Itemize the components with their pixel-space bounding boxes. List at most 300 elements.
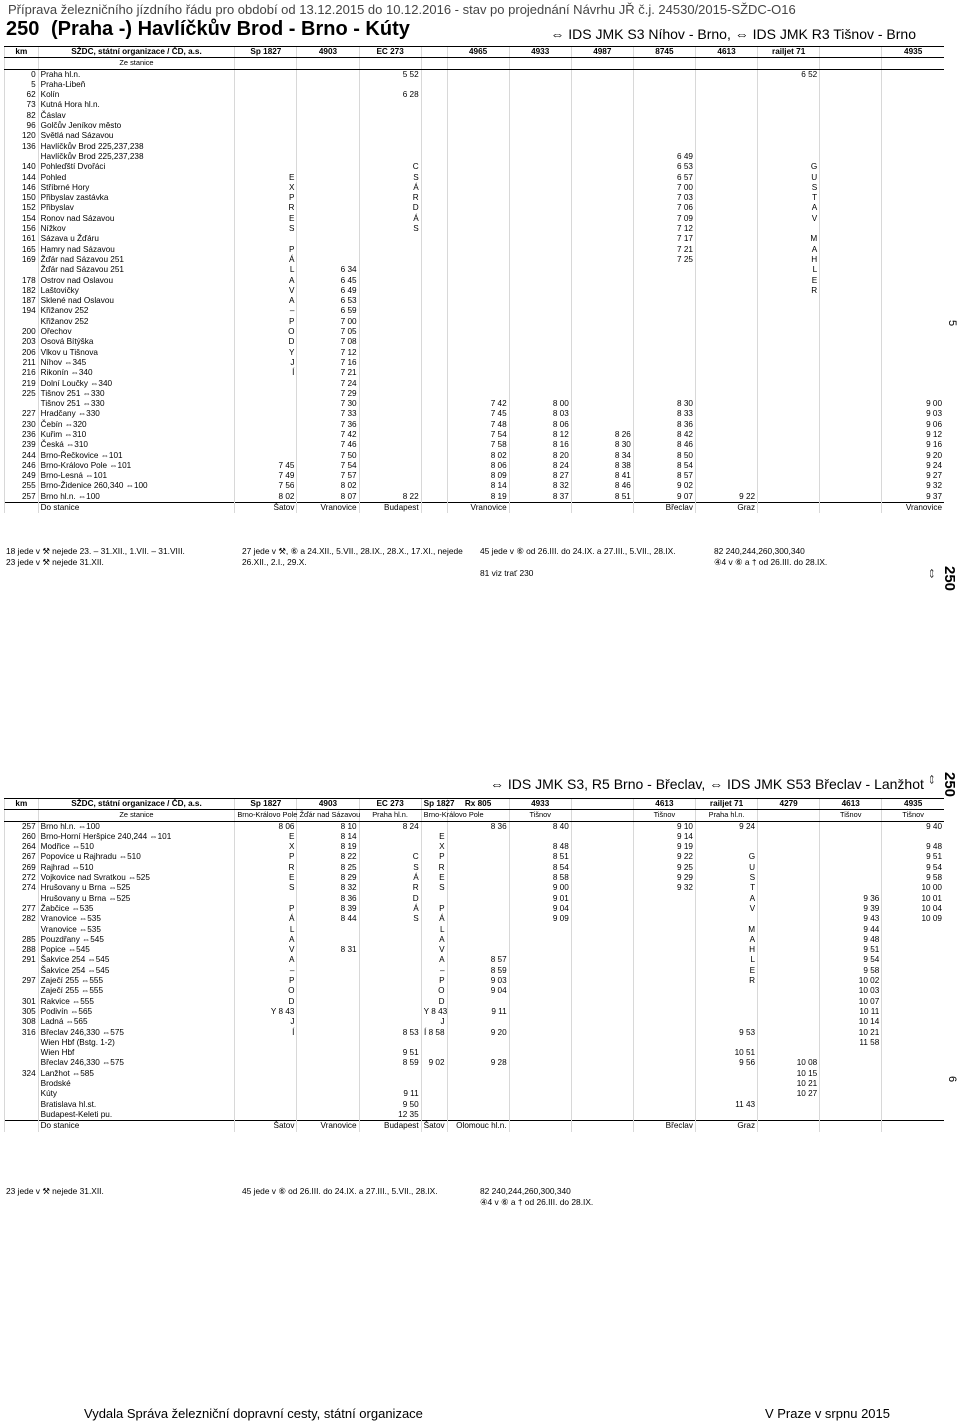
time-cell — [571, 852, 633, 862]
station-cell: Přibyslav — [38, 203, 235, 213]
time-cell — [235, 389, 297, 399]
time-cell — [820, 481, 882, 491]
time-cell — [820, 420, 882, 430]
km-cell: 5 — [5, 80, 39, 90]
time-cell — [297, 58, 359, 69]
time-cell — [882, 368, 944, 378]
time-cell — [509, 986, 571, 996]
table-row — [5, 368, 945, 378]
time-cell: P — [235, 193, 297, 203]
time-cell: A — [695, 894, 757, 904]
time-cell — [509, 90, 571, 100]
time-cell: Olomouc hl.n. — [447, 1121, 509, 1132]
station-cell: Kúty — [38, 1089, 235, 1099]
km-cell: 62 — [5, 90, 39, 100]
time-cell — [820, 379, 882, 389]
time-cell — [633, 100, 695, 110]
time-cell — [509, 224, 571, 234]
time-cell: 9 29 — [633, 873, 695, 883]
time-cell — [633, 358, 695, 368]
time-cell — [509, 131, 571, 141]
time-cell — [235, 399, 297, 409]
time-cell — [633, 80, 695, 90]
time-cell — [820, 1079, 882, 1089]
time-cell — [571, 832, 633, 842]
km-cell: 161 — [5, 234, 39, 244]
time-cell — [695, 245, 757, 255]
time-cell — [235, 1100, 297, 1110]
time-cell: 10 09 — [882, 914, 944, 924]
time-cell — [758, 379, 820, 389]
time-cell: 4965 — [447, 47, 509, 58]
time-cell — [882, 255, 944, 265]
time-cell: Á — [359, 873, 421, 883]
time-cell: 6 53 — [297, 296, 359, 306]
time-cell — [882, 80, 944, 90]
table-row — [5, 234, 945, 244]
time-cell — [509, 121, 571, 131]
time-cell — [882, 173, 944, 183]
time-cell: 7 58 — [447, 440, 509, 450]
time-cell: 9 02 — [421, 1058, 447, 1068]
time-cell — [695, 337, 757, 347]
time-cell — [297, 69, 359, 80]
station-cell: Nížkov — [38, 224, 235, 234]
time-cell: 7 30 — [297, 399, 359, 409]
time-cell — [571, 173, 633, 183]
time-cell: 9 25 — [633, 863, 695, 873]
time-cell — [820, 47, 882, 58]
time-cell — [509, 368, 571, 378]
time-cell: 9 53 — [695, 1028, 757, 1038]
table-row — [5, 935, 945, 945]
ids-note-bottom: ⇔ IDS JMK S3, R5 Brno - Břeclav, ⇔ IDS JMK S53 Břeclav - Lanžhot — [490, 776, 924, 792]
time-cell — [758, 296, 820, 306]
time-cell — [758, 914, 820, 924]
time-cell: 8 32 — [509, 481, 571, 491]
time-cell — [509, 142, 571, 152]
km-cell — [5, 265, 39, 275]
time-cell — [758, 1110, 820, 1121]
time-cell — [447, 276, 509, 286]
time-cell: Á — [235, 914, 297, 924]
time-cell: 8 36 — [633, 420, 695, 430]
time-cell: EC 273 — [359, 47, 421, 58]
time-cell — [633, 348, 695, 358]
station-cell: Čáslav — [38, 111, 235, 121]
time-cell — [509, 925, 571, 935]
time-cell — [509, 1069, 571, 1079]
time-cell: Graz — [695, 503, 757, 514]
time-cell — [882, 1069, 944, 1079]
time-cell: 7 08 — [297, 337, 359, 347]
time-cell: C — [359, 852, 421, 862]
time-cell: 6 53 — [633, 162, 695, 172]
time-cell — [447, 317, 509, 327]
time-cell — [571, 914, 633, 924]
time-cell — [421, 327, 447, 337]
time-cell: 7 21 — [297, 368, 359, 378]
time-cell — [509, 173, 571, 183]
time-cell — [882, 986, 944, 996]
time-cell — [297, 152, 359, 162]
time-cell: 8745 — [633, 47, 695, 58]
time-cell — [571, 358, 633, 368]
time-cell: 9 48 — [820, 935, 882, 945]
time-cell — [235, 131, 297, 141]
time-cell — [633, 327, 695, 337]
time-cell — [820, 296, 882, 306]
table-row — [5, 173, 945, 183]
time-cell — [882, 121, 944, 131]
station-cell: Havlíčkův Brod 225,237,238 — [38, 152, 235, 162]
time-cell — [447, 1048, 509, 1058]
time-cell — [571, 193, 633, 203]
time-cell — [633, 1100, 695, 1110]
time-cell: 9 00 — [509, 883, 571, 893]
time-cell: 9 00 — [882, 399, 944, 409]
timetable-top — [4, 46, 944, 513]
time-cell — [297, 162, 359, 172]
time-cell — [447, 1079, 509, 1089]
to-station-row — [5, 1121, 945, 1132]
km-cell — [5, 58, 39, 69]
time-cell — [633, 976, 695, 986]
time-cell: 10 15 — [758, 1069, 820, 1079]
time-cell — [695, 234, 757, 244]
time-cell — [571, 810, 633, 821]
station-cell: Do stanice — [38, 503, 235, 514]
time-cell — [571, 276, 633, 286]
time-cell — [882, 152, 944, 162]
time-cell — [571, 214, 633, 224]
time-cell — [509, 286, 571, 296]
time-cell: 8 02 — [447, 451, 509, 461]
station-cell: Pohleďští Dvořáci — [38, 162, 235, 172]
time-cell: 9 03 — [882, 409, 944, 419]
time-cell: 8 54 — [509, 863, 571, 873]
time-cell — [447, 945, 509, 955]
time-cell — [235, 430, 297, 440]
time-cell — [297, 245, 359, 255]
time-cell — [447, 327, 509, 337]
time-cell: P — [235, 904, 297, 914]
time-cell — [447, 69, 509, 80]
time-cell: 4935 — [882, 47, 944, 58]
time-cell: 4987 — [571, 47, 633, 58]
station-cell: Modřice ⇔510 — [38, 842, 235, 852]
time-cell — [571, 1069, 633, 1079]
table-row — [5, 863, 945, 873]
table-row — [5, 183, 945, 193]
time-cell — [633, 997, 695, 1007]
time-cell — [820, 255, 882, 265]
time-cell — [695, 193, 757, 203]
time-cell: 8 10 — [297, 821, 359, 832]
time-cell — [820, 883, 882, 893]
time-cell: 9 24 — [882, 461, 944, 471]
time-cell — [421, 1079, 447, 1089]
km-cell: 216 — [5, 368, 39, 378]
time-cell: 12 35 — [359, 1110, 421, 1121]
time-cell: Á — [235, 255, 297, 265]
time-cell: 4613 — [695, 47, 757, 58]
train-header-row — [5, 47, 945, 58]
time-cell — [820, 80, 882, 90]
time-cell — [695, 451, 757, 461]
time-cell: 9 54 — [820, 955, 882, 965]
time-cell: H — [758, 255, 820, 265]
time-cell — [421, 100, 447, 110]
km-cell: 274 — [5, 883, 39, 893]
time-cell — [695, 327, 757, 337]
time-cell — [633, 1017, 695, 1027]
time-cell: 6 52 — [758, 69, 820, 80]
table-row — [5, 317, 945, 327]
time-cell — [571, 409, 633, 419]
time-cell — [297, 121, 359, 131]
time-cell — [882, 1110, 944, 1121]
time-cell: 10 11 — [820, 1007, 882, 1017]
time-cell — [421, 286, 447, 296]
time-cell — [421, 173, 447, 183]
time-cell: Budapest — [359, 503, 421, 514]
time-cell — [758, 440, 820, 450]
time-cell — [421, 276, 447, 286]
time-cell — [421, 399, 447, 409]
station-cell: Hrušovany u Brna ⇔525 — [38, 883, 235, 893]
time-cell — [882, 1100, 944, 1110]
station-cell: Křižanov 252 — [38, 306, 235, 316]
time-cell: Šatov — [421, 1121, 447, 1132]
time-cell: 9 09 — [509, 914, 571, 924]
time-cell — [695, 255, 757, 265]
time-cell: 8 06 — [447, 461, 509, 471]
time-cell — [297, 131, 359, 141]
time-cell: P — [235, 852, 297, 862]
time-cell — [421, 481, 447, 491]
time-cell — [820, 1089, 882, 1099]
time-cell — [509, 111, 571, 121]
time-cell: 6 34 — [297, 265, 359, 275]
time-cell — [882, 925, 944, 935]
time-cell — [633, 90, 695, 100]
time-cell: V — [235, 286, 297, 296]
time-cell — [359, 368, 421, 378]
time-cell: L — [421, 925, 447, 935]
time-cell — [571, 955, 633, 965]
station-cell: Kolín — [38, 90, 235, 100]
table-row — [5, 430, 945, 440]
table-row — [5, 131, 945, 141]
time-cell — [447, 873, 509, 883]
time-cell — [509, 58, 571, 69]
time-cell — [509, 1100, 571, 1110]
time-cell — [758, 976, 820, 986]
time-cell — [359, 58, 421, 69]
time-cell — [695, 471, 757, 481]
time-cell — [758, 451, 820, 461]
km-cell: 269 — [5, 863, 39, 873]
time-cell: 10 07 — [820, 997, 882, 1007]
time-cell: 9 58 — [882, 873, 944, 883]
time-cell: S — [359, 173, 421, 183]
time-cell — [758, 503, 820, 514]
time-cell — [571, 1100, 633, 1110]
time-cell — [758, 111, 820, 121]
time-cell — [421, 152, 447, 162]
time-cell — [359, 945, 421, 955]
time-cell — [571, 337, 633, 347]
time-cell: 8 09 — [447, 471, 509, 481]
time-cell — [359, 80, 421, 90]
time-cell: 9 24 — [695, 821, 757, 832]
time-cell — [695, 420, 757, 430]
time-cell — [695, 80, 757, 90]
time-cell — [882, 1028, 944, 1038]
time-cell: railjet 71 — [695, 799, 757, 810]
time-cell — [633, 1069, 695, 1079]
time-cell: 9 32 — [882, 481, 944, 491]
time-cell — [235, 111, 297, 121]
time-cell: 9 27 — [882, 471, 944, 481]
station-cell: Rajhrad ⇔510 — [38, 863, 235, 873]
time-cell — [758, 842, 820, 852]
time-cell: 9 02 — [633, 481, 695, 491]
km-cell — [5, 1121, 39, 1132]
time-cell: Rx 805 — [447, 799, 509, 810]
time-cell — [758, 430, 820, 440]
table-row — [5, 90, 945, 100]
time-cell — [571, 162, 633, 172]
time-cell — [571, 799, 633, 810]
table-row — [5, 894, 945, 904]
time-cell — [235, 451, 297, 461]
time-cell: 9 06 — [882, 420, 944, 430]
table-row — [5, 986, 945, 996]
time-cell — [695, 986, 757, 996]
time-cell — [758, 863, 820, 873]
time-cell — [633, 317, 695, 327]
time-cell — [571, 389, 633, 399]
time-cell — [882, 214, 944, 224]
time-cell: 9 04 — [447, 986, 509, 996]
time-cell — [571, 935, 633, 945]
time-cell: 9 56 — [695, 1058, 757, 1068]
time-cell: 8 46 — [571, 481, 633, 491]
time-cell: 4933 — [509, 799, 571, 810]
time-cell — [695, 162, 757, 172]
time-cell: 8 00 — [509, 399, 571, 409]
time-cell — [359, 276, 421, 286]
station-cell: Žďár nad Sázavou 251 — [38, 255, 235, 265]
time-cell — [633, 142, 695, 152]
time-cell — [421, 379, 447, 389]
time-cell: 8 22 — [297, 852, 359, 862]
time-cell — [509, 69, 571, 80]
km-cell: 150 — [5, 193, 39, 203]
station-cell: Brno-Řečkovice ⇔101 — [38, 451, 235, 461]
time-cell — [447, 1017, 509, 1027]
time-cell — [509, 1017, 571, 1027]
time-cell: 7 56 — [235, 481, 297, 491]
station-cell: Stříbrné Hory — [38, 183, 235, 193]
station-cell: Bratislava hl.st. — [38, 1100, 235, 1110]
time-cell — [235, 409, 297, 419]
time-cell — [509, 1007, 571, 1017]
time-cell — [571, 1110, 633, 1121]
km-cell — [5, 1100, 39, 1110]
time-cell — [758, 121, 820, 131]
page-title — [6, 18, 410, 41]
table-row — [5, 327, 945, 337]
time-cell — [235, 1110, 297, 1121]
time-cell — [509, 389, 571, 399]
time-cell — [571, 100, 633, 110]
table-row — [5, 306, 945, 316]
table-row — [5, 1058, 945, 1068]
time-cell: Tišnov — [820, 810, 882, 821]
time-cell — [297, 90, 359, 100]
time-cell — [695, 348, 757, 358]
time-cell — [571, 368, 633, 378]
time-cell: 8 29 — [297, 873, 359, 883]
time-cell: 7 06 — [633, 203, 695, 213]
notes-bottom — [6, 1186, 906, 1216]
time-cell — [297, 1038, 359, 1048]
time-cell — [509, 193, 571, 203]
time-cell — [421, 121, 447, 131]
time-cell: 10 14 — [820, 1017, 882, 1027]
time-cell: 8 12 — [509, 430, 571, 440]
time-cell — [447, 111, 509, 121]
time-cell — [297, 955, 359, 965]
station-cell: Brodské — [38, 1079, 235, 1089]
time-cell: 8 34 — [571, 451, 633, 461]
time-cell: 9 11 — [447, 1007, 509, 1017]
time-cell — [820, 224, 882, 234]
station-cell: Praha-Libeň — [38, 80, 235, 90]
time-cell — [820, 358, 882, 368]
time-cell — [297, 214, 359, 224]
time-cell: P — [235, 245, 297, 255]
km-cell: 136 — [5, 142, 39, 152]
time-cell — [758, 471, 820, 481]
time-cell: 4935 — [882, 799, 944, 810]
time-cell — [447, 389, 509, 399]
time-cell — [882, 358, 944, 368]
time-cell — [633, 1038, 695, 1048]
time-cell — [447, 162, 509, 172]
time-cell: 8 54 — [633, 461, 695, 471]
footnote: 45 jede v ⑥ od 26.III. do 24.IX. a 27.III., 5.VII., 28.IX. — [480, 546, 676, 556]
time-cell — [695, 317, 757, 327]
time-cell — [447, 904, 509, 914]
time-cell: A — [235, 935, 297, 945]
time-cell — [820, 348, 882, 358]
time-cell: 7 46 — [297, 440, 359, 450]
time-cell — [695, 440, 757, 450]
station-cell: Tišnov 251 ⇔330 — [38, 399, 235, 409]
time-cell — [758, 997, 820, 1007]
time-cell: S — [421, 883, 447, 893]
time-cell — [758, 409, 820, 419]
time-cell — [820, 286, 882, 296]
km-cell: 255 — [5, 481, 39, 491]
km-cell: 152 — [5, 203, 39, 213]
time-cell — [509, 1028, 571, 1038]
time-cell — [633, 1028, 695, 1038]
